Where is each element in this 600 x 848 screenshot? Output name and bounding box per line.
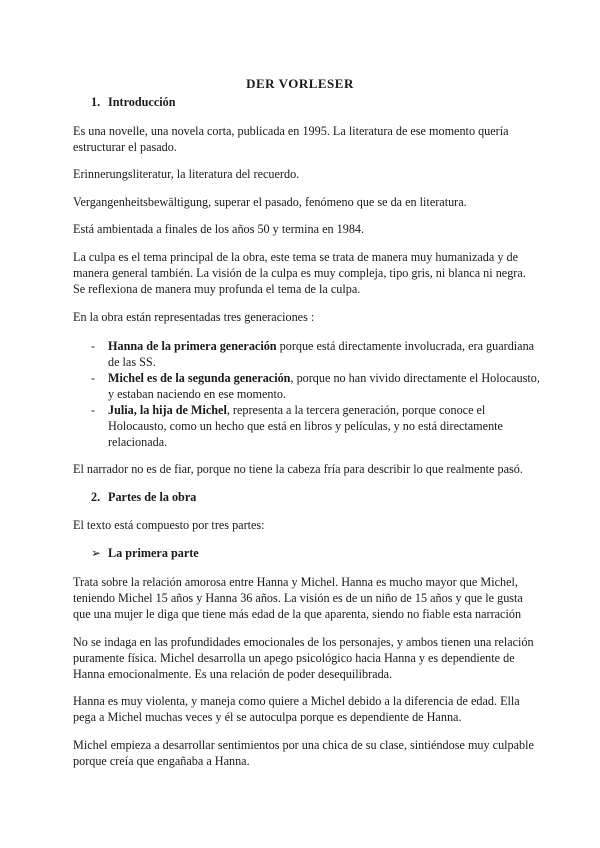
list-item-bold: Michel es de la segunda generación [108, 371, 291, 385]
paragraph: El texto está compuesto por tres partes: [73, 518, 265, 532]
document-title: DER VORLESER [246, 76, 354, 91]
bullet-dash: - [91, 371, 96, 385]
paragraph: En la obra están representadas tres generaciones : [73, 310, 315, 324]
paragraph: Trata sobre la relación amorosa entre Hanna y Michel. Hanna es mucho mayor que Michel, teniendo Michel 15 años y Hanna 36 años. La visión es de un niño de 15 años y que le gusta que una mujer le diga que tiene más edad de la que aparenta, siendo no fiable esta narración [73, 575, 523, 621]
paragraph: Vergangenheitsbewältigung, superar el pasado, fenómeno que se da en literatura. [73, 195, 467, 209]
paragraph: Está ambientada a finales de los años 50 y termina en 1984. [73, 222, 365, 236]
paragraph: Erinnerungsliteratur, la literatura del recuerdo. [73, 167, 300, 181]
section-heading-introduccion [91, 94, 176, 110]
section-title: Partes de la obra [108, 490, 197, 504]
list-item [91, 402, 541, 450]
paragraph: El narrador no es de fiar, porque no tiene la cabeza fría para describir lo que realmente pasó. [73, 462, 523, 476]
list-item-text: , representa a la tercera generación, porque conoce el Holocausto, como un hecho que está en libros y películas, y no está directamente relacionada. [108, 403, 503, 449]
section-number: 2. [91, 490, 101, 504]
list-item-text: porque está directamente involucrada, era guardiana de las SS. [108, 339, 535, 369]
list-item [91, 338, 541, 370]
section-number: 1. [91, 95, 101, 109]
paragraph: Hanna es muy violenta, y maneja como quiere a Michel debido a la diferencia de edad. Ella pega a Michel muchas veces y él se autoculpa porque es dependiente de Hanna. [73, 694, 520, 724]
arrow-bullet-icon: ➢ [91, 546, 102, 560]
list-item-bold: Hanna de la primera generación [108, 339, 277, 353]
subheading-title: La primera parte [108, 546, 199, 560]
section-title: Introducción [108, 95, 176, 109]
paragraph: Michel empieza a desarrollar sentimientos por una chica de su clase, sintiéndose muy culpable porque creía que engañaba a Hanna. [73, 738, 534, 768]
bullet-dash: - [91, 339, 96, 353]
bullet-dash: - [91, 403, 96, 417]
subheading-primera-parte [91, 545, 199, 561]
list-item-bold: Julia, la hija de Michel [108, 403, 227, 417]
generations-list [91, 338, 541, 450]
paragraph: La culpa es el tema principal de la obra, este tema se trata de manera muy humanizada y de manera general también. La visión de la culpa es muy compleja, tipo gris, ni blanca ni negra. Se reflexiona de manera muy profunda el tema de la culpa. [73, 250, 526, 296]
list-item [91, 370, 541, 402]
paragraph: No se indaga en las profundidades emocionales de los personajes, y ambos tienen una relación puramente física. Michel desarrolla un apego psicológico hacia Hanna y es dependiente de Hanna emocionalmente. Es una relación de poder desequilibrada. [73, 635, 534, 681]
section-heading-partes [91, 489, 196, 505]
paragraph: Es una novelle, una novela corta, publicada en 1995. La literatura de ese momento quería estructurar el pasado. [73, 124, 509, 154]
list-item-text: , porque no han vivido directamente el Holocausto, y estaban naciendo en ese momento. [108, 371, 540, 401]
